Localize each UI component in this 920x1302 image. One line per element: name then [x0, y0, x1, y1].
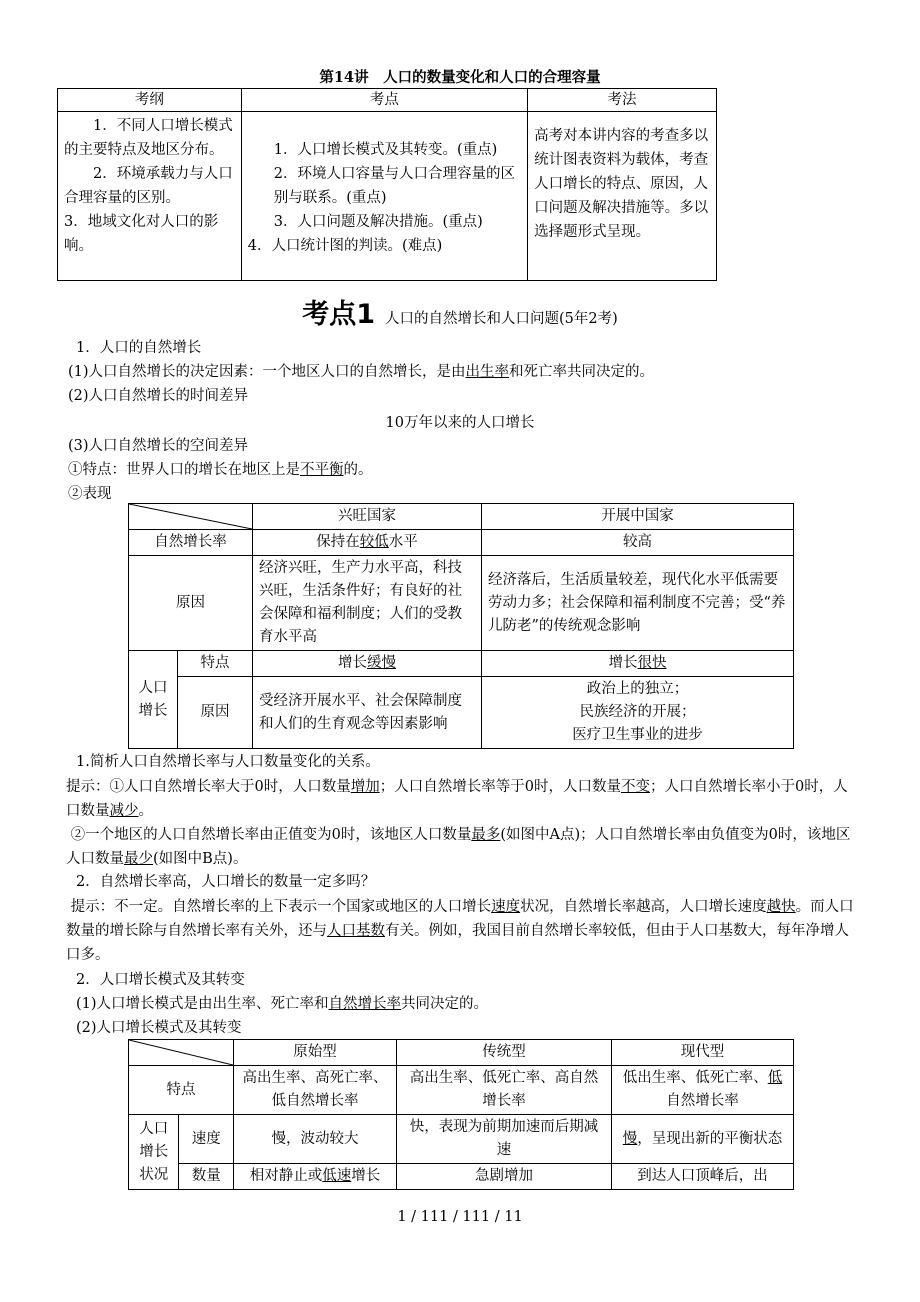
- point-item: 3．人口问题及解决措施。(重点): [273, 214, 483, 230]
- line-model-transition: (2)人口增长模式及其转变: [76, 1020, 242, 1036]
- section-heading: [0, 292, 920, 331]
- page-title: 第14讲 人口的数量变化和人口的合理容量: [319, 69, 601, 86]
- answer-2: 提示：不一定。自然增长率的上下表示一个国家或地区的人口增长速度状况，自然增长率越高，人口增长速度越快。而人口数量的增长除与自然增长率有关外，还与人口基数有关。例如，我国目前自然增长率较低，但由于人口基数大，每年净增人口多。: [66, 899, 854, 963]
- cell-developing-rate: 较高: [482, 530, 794, 556]
- cell-primitive-features: 高出生率、高死亡率、低自然增长率: [234, 1066, 397, 1115]
- cell-developing-growth-reason: 政治上的独立； 民族经济的开展； 医疗卫生事业的进步: [482, 677, 794, 749]
- cell-modern-speed: 慢，呈现出新的平衡状态: [612, 1115, 794, 1164]
- line-space-difference: (3)人口自然增长的空间差异: [68, 438, 249, 454]
- header-traditional: 传统型: [397, 1040, 612, 1066]
- diagonal-cell: [129, 1040, 234, 1066]
- overview-table: [57, 88, 717, 281]
- sub-label-reason: 原因: [178, 677, 253, 749]
- header-kaofa: 考法: [528, 89, 717, 112]
- row-label-growth-status: 人口增长状况: [129, 1115, 179, 1190]
- subheading-natural-growth: 1．人口的自然增长: [76, 340, 202, 356]
- cell-traditional-features: 高出生率、低死亡率、高自然增长率: [397, 1066, 612, 1115]
- cell-modern-quantity: 到达人口顶峰后，出: [612, 1164, 794, 1190]
- line-determinants: (1)人口自然增长的决定因素：一个地区人口的自然增长，是由出生率和死亡率共同决定的。: [68, 364, 655, 380]
- cell-developed-rate: 保持在较低水平: [253, 530, 482, 556]
- page-number: 1 / 111 / 111 / 11: [397, 1209, 523, 1225]
- cell-primitive-quantity: 相对静止或低速增长: [234, 1164, 397, 1190]
- cell-developing-reason: 经济落后，生活质量较差，现代化水平低需要劳动力多；社会保障和福利制度不完善；受“养儿防老”的传统观念影响: [482, 556, 794, 651]
- row-label-reason: 原因: [129, 556, 253, 651]
- question-1: 1.简析人口自然增长率与人口数量变化的关系。: [76, 754, 380, 770]
- diagonal-line: [129, 504, 252, 529]
- line-time-difference: (2)人口自然增长的时间差异: [68, 388, 249, 404]
- sub-label-feature: 特点: [178, 651, 253, 677]
- point-item: 4．人口统计图的判读。(难点): [247, 238, 443, 254]
- cell-developing-feature: 增长很快: [482, 651, 794, 677]
- diagonal-cell: [129, 504, 253, 530]
- cell-developed-growth-reason: 受经济开展水平、社会保障制度和人们的生育观念等因素影响: [253, 677, 482, 749]
- cell-developed-reason: 经济兴旺，生产力水平高，科技兴旺，生活条件好；有良好的社会保障和福利制度；人们的受教育水平高: [253, 556, 482, 651]
- line-model-determinants: (1)人口增长模式是由出生率、死亡率和自然增长率共同决定的。: [76, 996, 489, 1012]
- growth-model-table: [128, 1039, 794, 1190]
- syllabus-item: 2．环境承载力与人口合理容量的区别。: [64, 166, 233, 206]
- header-modern: 现代型: [612, 1040, 794, 1066]
- answer-1: 提示：①人口自然增长率大于0时，人口数量增加；人口自然增长率等于0时，人口数量不变；人口自然增长率小于0时，人口数量减少。: [66, 779, 848, 819]
- cell-traditional-speed: 快，表现为前期加速而后期减速: [397, 1115, 612, 1164]
- header-developed: 兴旺国家: [253, 504, 482, 530]
- row-label-growth: 人口增长: [129, 651, 178, 749]
- cell-modern-features: 低出生率、低死亡率、低自然增长率: [612, 1066, 794, 1115]
- diagonal-line: [129, 1040, 233, 1065]
- point-item: 2．环境人口容量与人口合理容量的区别与联系。(重点): [273, 166, 515, 206]
- header-developing: 开展中国家: [482, 504, 794, 530]
- header-kaogang: 考纲: [58, 89, 242, 112]
- row-label-features: 特点: [129, 1066, 234, 1115]
- section-subtitle: 人口的自然增长和人口问题(5年2考): [385, 311, 618, 327]
- syllabus-item: 3．地域文化对人口的影响。: [64, 214, 219, 254]
- syllabus-item: 1．不同人口增长模式的主要特点及地区分布。: [64, 118, 233, 158]
- subheading-growth-model: 2．人口增长模式及其转变: [76, 972, 245, 988]
- method-text: 高考对本讲内容的考查多以统计图表资料为载体，考查人口增长的特点、原因，人口问题及解决措施等。多以选择题形式呈现。: [528, 112, 717, 281]
- header-kaodian: 考点: [241, 89, 527, 112]
- header-primitive: 原始型: [234, 1040, 397, 1066]
- sub-label-speed: 速度: [179, 1115, 234, 1164]
- question-2: 2．自然增长率高，人口增长的数量一定多吗？: [76, 874, 376, 890]
- section-label: 考点1: [302, 299, 376, 330]
- cell-traditional-quantity: 急剧增加: [397, 1164, 612, 1190]
- sub-label-quantity: 数量: [179, 1164, 234, 1190]
- line-performance: ②表现: [68, 486, 112, 502]
- cell-developed-feature: 增长缓慢: [253, 651, 482, 677]
- figure-caption: 10万年以来的人口增长: [385, 415, 535, 431]
- row-label-growth-rate: 自然增长率: [129, 530, 253, 556]
- line-feature: ①特点：世界人口的增长在地区上是不平衡的。: [68, 462, 373, 478]
- comparison-table: [128, 503, 794, 749]
- cell-primitive-speed: 慢，波动较大: [234, 1115, 397, 1164]
- point-item: 1．人口增长模式及其转变。(重点): [273, 142, 498, 158]
- answer-1-part-2: ②一个地区的人口自然增长率由正值变为0时，该地区人口数量最多(如图中A点)；人口自然增长率由负值变为0时，该地区人口数量最少(如图中B点)。: [66, 827, 851, 867]
